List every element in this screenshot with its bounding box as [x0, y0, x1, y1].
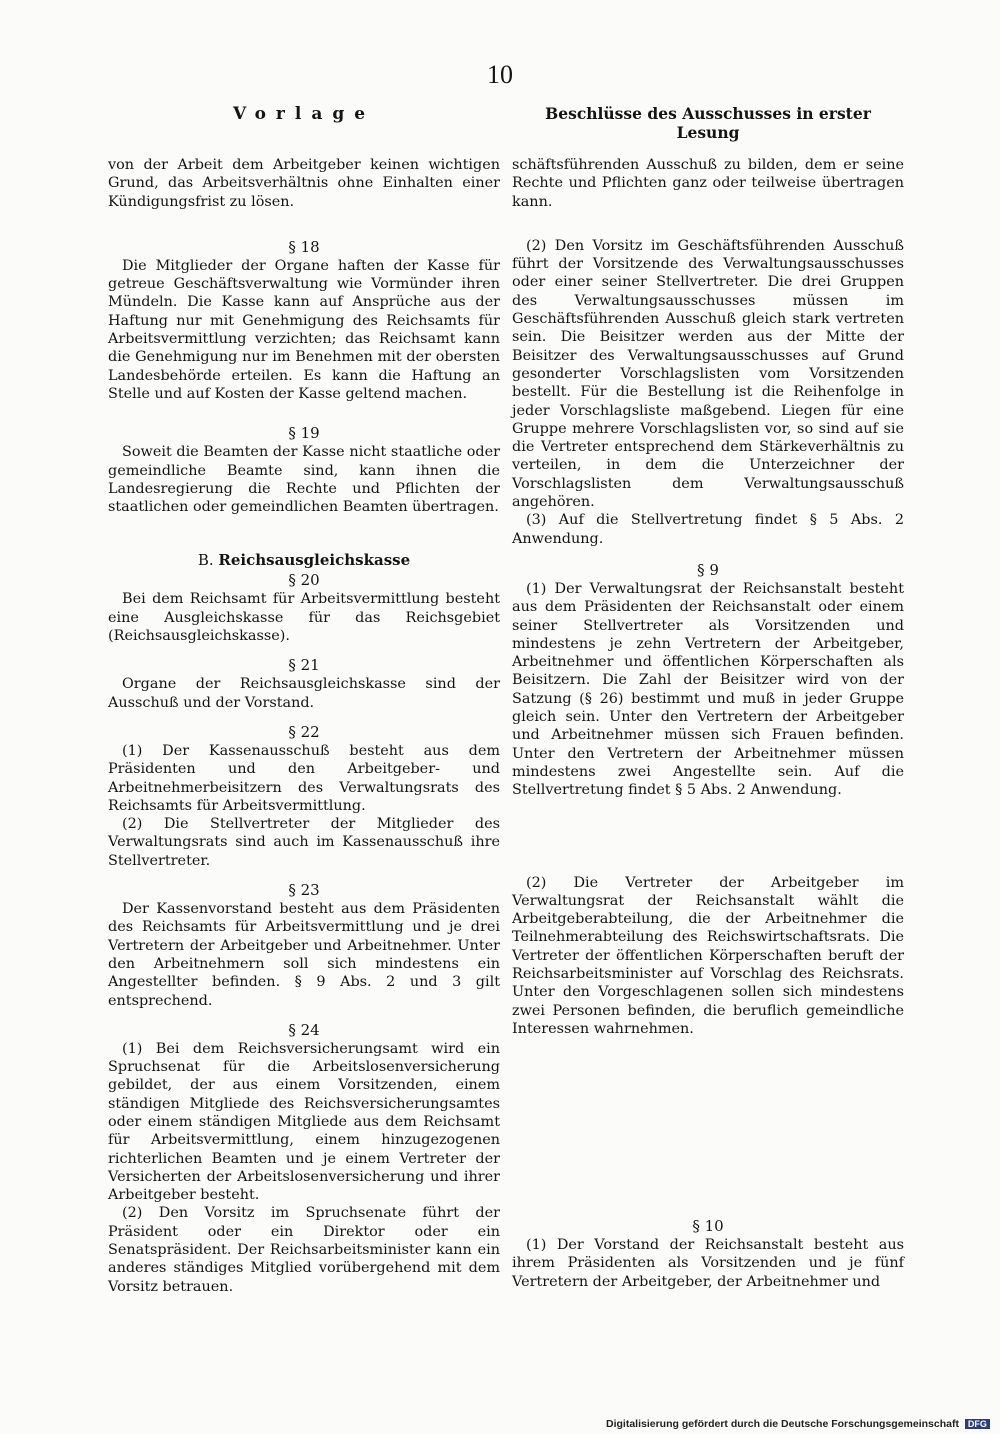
paragraph-10-text: (1) Der Vorstand der Reichsanstalt besteht aus ihrem Präsidenten als Vorsitzenden und je fünf Vertretern der Arbeitgeber, der Arbeitnehmer und — [512, 1237, 904, 1290]
left-column-heading: Vorlage — [232, 104, 376, 124]
left-intro-paragraph: von der Arbeit dem Arbeitgeber keinen wichtigen Grund, das Arbeitsverhältnis ohne Einhalten einer Kündigungsfrist zu lösen. — [108, 157, 500, 210]
right-column — [512, 156, 904, 1291]
page-number: 10 — [487, 60, 513, 89]
paragraph-10-title: § 10 — [692, 1217, 724, 1236]
paragraph-9-title: § 9 — [697, 560, 719, 579]
section-letter: B. — [197, 551, 214, 570]
paragraph-8-text-3: (3) Auf die Stellvertretung findet § 5 Abs. 2 Anwendung. — [512, 512, 904, 547]
paragraph-21-text: Organe der Reichsausgleichskasse sind der Ausschuß und der Vorstand. — [108, 676, 500, 711]
paragraph-20-title: § 20 — [288, 571, 320, 590]
left-column — [108, 156, 500, 1296]
paragraph-24-text-1: (1) Bei dem Reichsversicherungsamt wird ein Spruchsenat für die Arbeitslosenversicherung gebildet, der aus einem Vorsitzenden, einem ständigen Mitgliede des Reichsversicherungsamtes oder einem ständigen Mitgliede aus dem Reichsamt für Arbeitsvermittlung, einem hinzugezogenen richterlichen Beamten und je einem Vertreter der Versicherten der Arbeitslosenversicherung und ihrer Arbeitgeber besteht. — [108, 1040, 500, 1204]
paragraph-9-text-1: (1) Der Verwaltungsrat der Reichsanstalt besteht aus dem Präsidenten der Reichsanstalt oder einem seiner Stellvertreter als Vorsitzenden und mindestens je zehn Vertretern der Arbeitgeber, Arbeitnehmer und öffentlichen Körperschaften als Beisitzern. Die Zahl der Beisitzer wird von der Satzung (§ 26) bestimmt und muß in jeder Gruppe gleich sein. Unter den Vertretern der Arbeitgeber und Arbeitnehmer müssen sich Frauen befinden. Unter den Vertretern der Arbeitnehmer müssen mindestens zwei Angestellte sein. Auf die Stellvertretung findet § 5 Abs. 2 Anwendung. — [512, 580, 904, 799]
paragraph-8-text-2: (2) Den Vorsitz im Geschäftsführenden Ausschuß führt der Vorsitzende des Verwaltungsausschusses oder einer seiner Stellvertreter. Die drei Gruppen des Verwaltungsausschusses müssen im Geschäftsführenden Ausschuß gleich stark vertreten sein. Die Beisitzer werden aus der Mitte der Beisitzer des Verwaltungsausschusses auf Grund gesonderter Vorschlagslisten vom Vorsitzenden bestellt. Für die Bestellung ist die Reihenfolge in jeder Vorschlagsliste maßgebend. Liegen für eine Gruppe mehrere Vorschlagslisten vor, so sind auf sie die Vertreter entsprechend dem Stärkeverhältnis zu verteilen, in dem die Unterzeichner der Vorschlagslisten dem Verwaltungsausschuß angehören. — [512, 237, 904, 511]
section-title: Reichsausgleichskasse — [218, 551, 411, 570]
paragraph-19-text: Soweit die Beamten der Kasse nicht staatliche oder gemeindliche Beamte sind, kann ihnen die Landesregierung die Rechte und Pflichten der staatlichen oder gemeindlichen Beamten übertragen. — [108, 444, 500, 516]
digitization-footer — [606, 1418, 990, 1430]
section-b-heading — [108, 550, 500, 570]
paragraph-18-text: Die Mitglieder der Organe haften der Kasse für getreue Geschäftsverwaltung wie Vormünder ihren Mündeln. Die Kasse kann auf Ansprüche aus der Haftung nur mit Genehmigung des Reichsamts für Arbeitsvermittlung verzichten; das Reichsamt kann die Genehmigung nur im Benehmen mit der obersten Landesbehörde erteilen. Es kann die Haftung an Stelle und auf Kosten der Kasse geltend machen. — [108, 257, 500, 402]
paragraph-20-text: Bei dem Reichsamt für Arbeitsvermittlung besteht eine Ausgleichskasse für das Reichsgebiet (Reichsausgleichskasse). — [108, 591, 500, 645]
dfg-logo: DFG — [965, 1419, 990, 1429]
right-intro-paragraph: schäftsführenden Ausschuß zu bilden, dem er seine Rechte und Pflichten ganz oder teilweise übertragen kann. — [512, 157, 904, 210]
paragraph-21-title: § 21 — [288, 656, 320, 675]
paragraph-24-text-2: (2) Den Vorsitz im Spruchsenate führt der Präsident oder ein Direktor oder ein Senatspräsident. Der Reichsarbeitsminister kann ein anderes ständiges Mitglied vorübergehend mit dem Vorsitz betrauen. — [108, 1205, 500, 1295]
paragraph-22-text-2: (2) Die Stellvertreter der Mitglieder des Verwaltungsrats sind auch im Kassenausschuß ihre Stellvertreter. — [108, 816, 500, 869]
paragraph-23-text: Der Kassenvorstand besteht aus dem Präsidenten des Reichsamts für Arbeitsvermittlung und je drei Vertretern der Arbeitgeber und Arbeitnehmer. Unter den Arbeitnehmern soll sich mindestens ein Angestellter befinden. § 9 Abs. 2 und 3 gilt entsprechend. — [108, 901, 500, 1009]
paragraph-24-title: § 24 — [288, 1020, 320, 1039]
footer-text: Digitalisierung gefördert durch die Deutsche Forschungsgemeinschaft — [606, 1418, 959, 1430]
paragraph-23-title: § 23 — [288, 881, 320, 900]
paragraph-19-title: § 19 — [288, 424, 320, 443]
right-column-heading: Beschlüsse des Ausschusses in erster Lesung — [545, 104, 871, 142]
paragraph-9-text-2: (2) Die Vertreter der Arbeitgeber im Verwaltungsrat der Reichsanstalt wählt die Arbeitgeberabteilung, die der Arbeitnehmer die Teilnehmerabteilung des Reichswirtschaftsrats. Die Vertreter der öffentlichen Körperschaften beruft der Reichsarbeitsminister auf Vorschlag des Reichsrats. Unter den Vorgeschlagenen sollen sich mindestens zwei Personen befinden, die beruflich gemeindliche Interessen wahrnehmen. — [512, 874, 904, 1037]
paragraph-22-title: § 22 — [288, 722, 320, 741]
paragraph-18-title: § 18 — [288, 237, 320, 256]
paragraph-22-text-1: (1) Der Kassenausschuß besteht aus dem Präsidenten und den Arbeitgeber- und Arbeitnehmerbeisitzern des Verwaltungsrats des Reichsamts für Arbeitsvermittlung. — [108, 742, 500, 814]
